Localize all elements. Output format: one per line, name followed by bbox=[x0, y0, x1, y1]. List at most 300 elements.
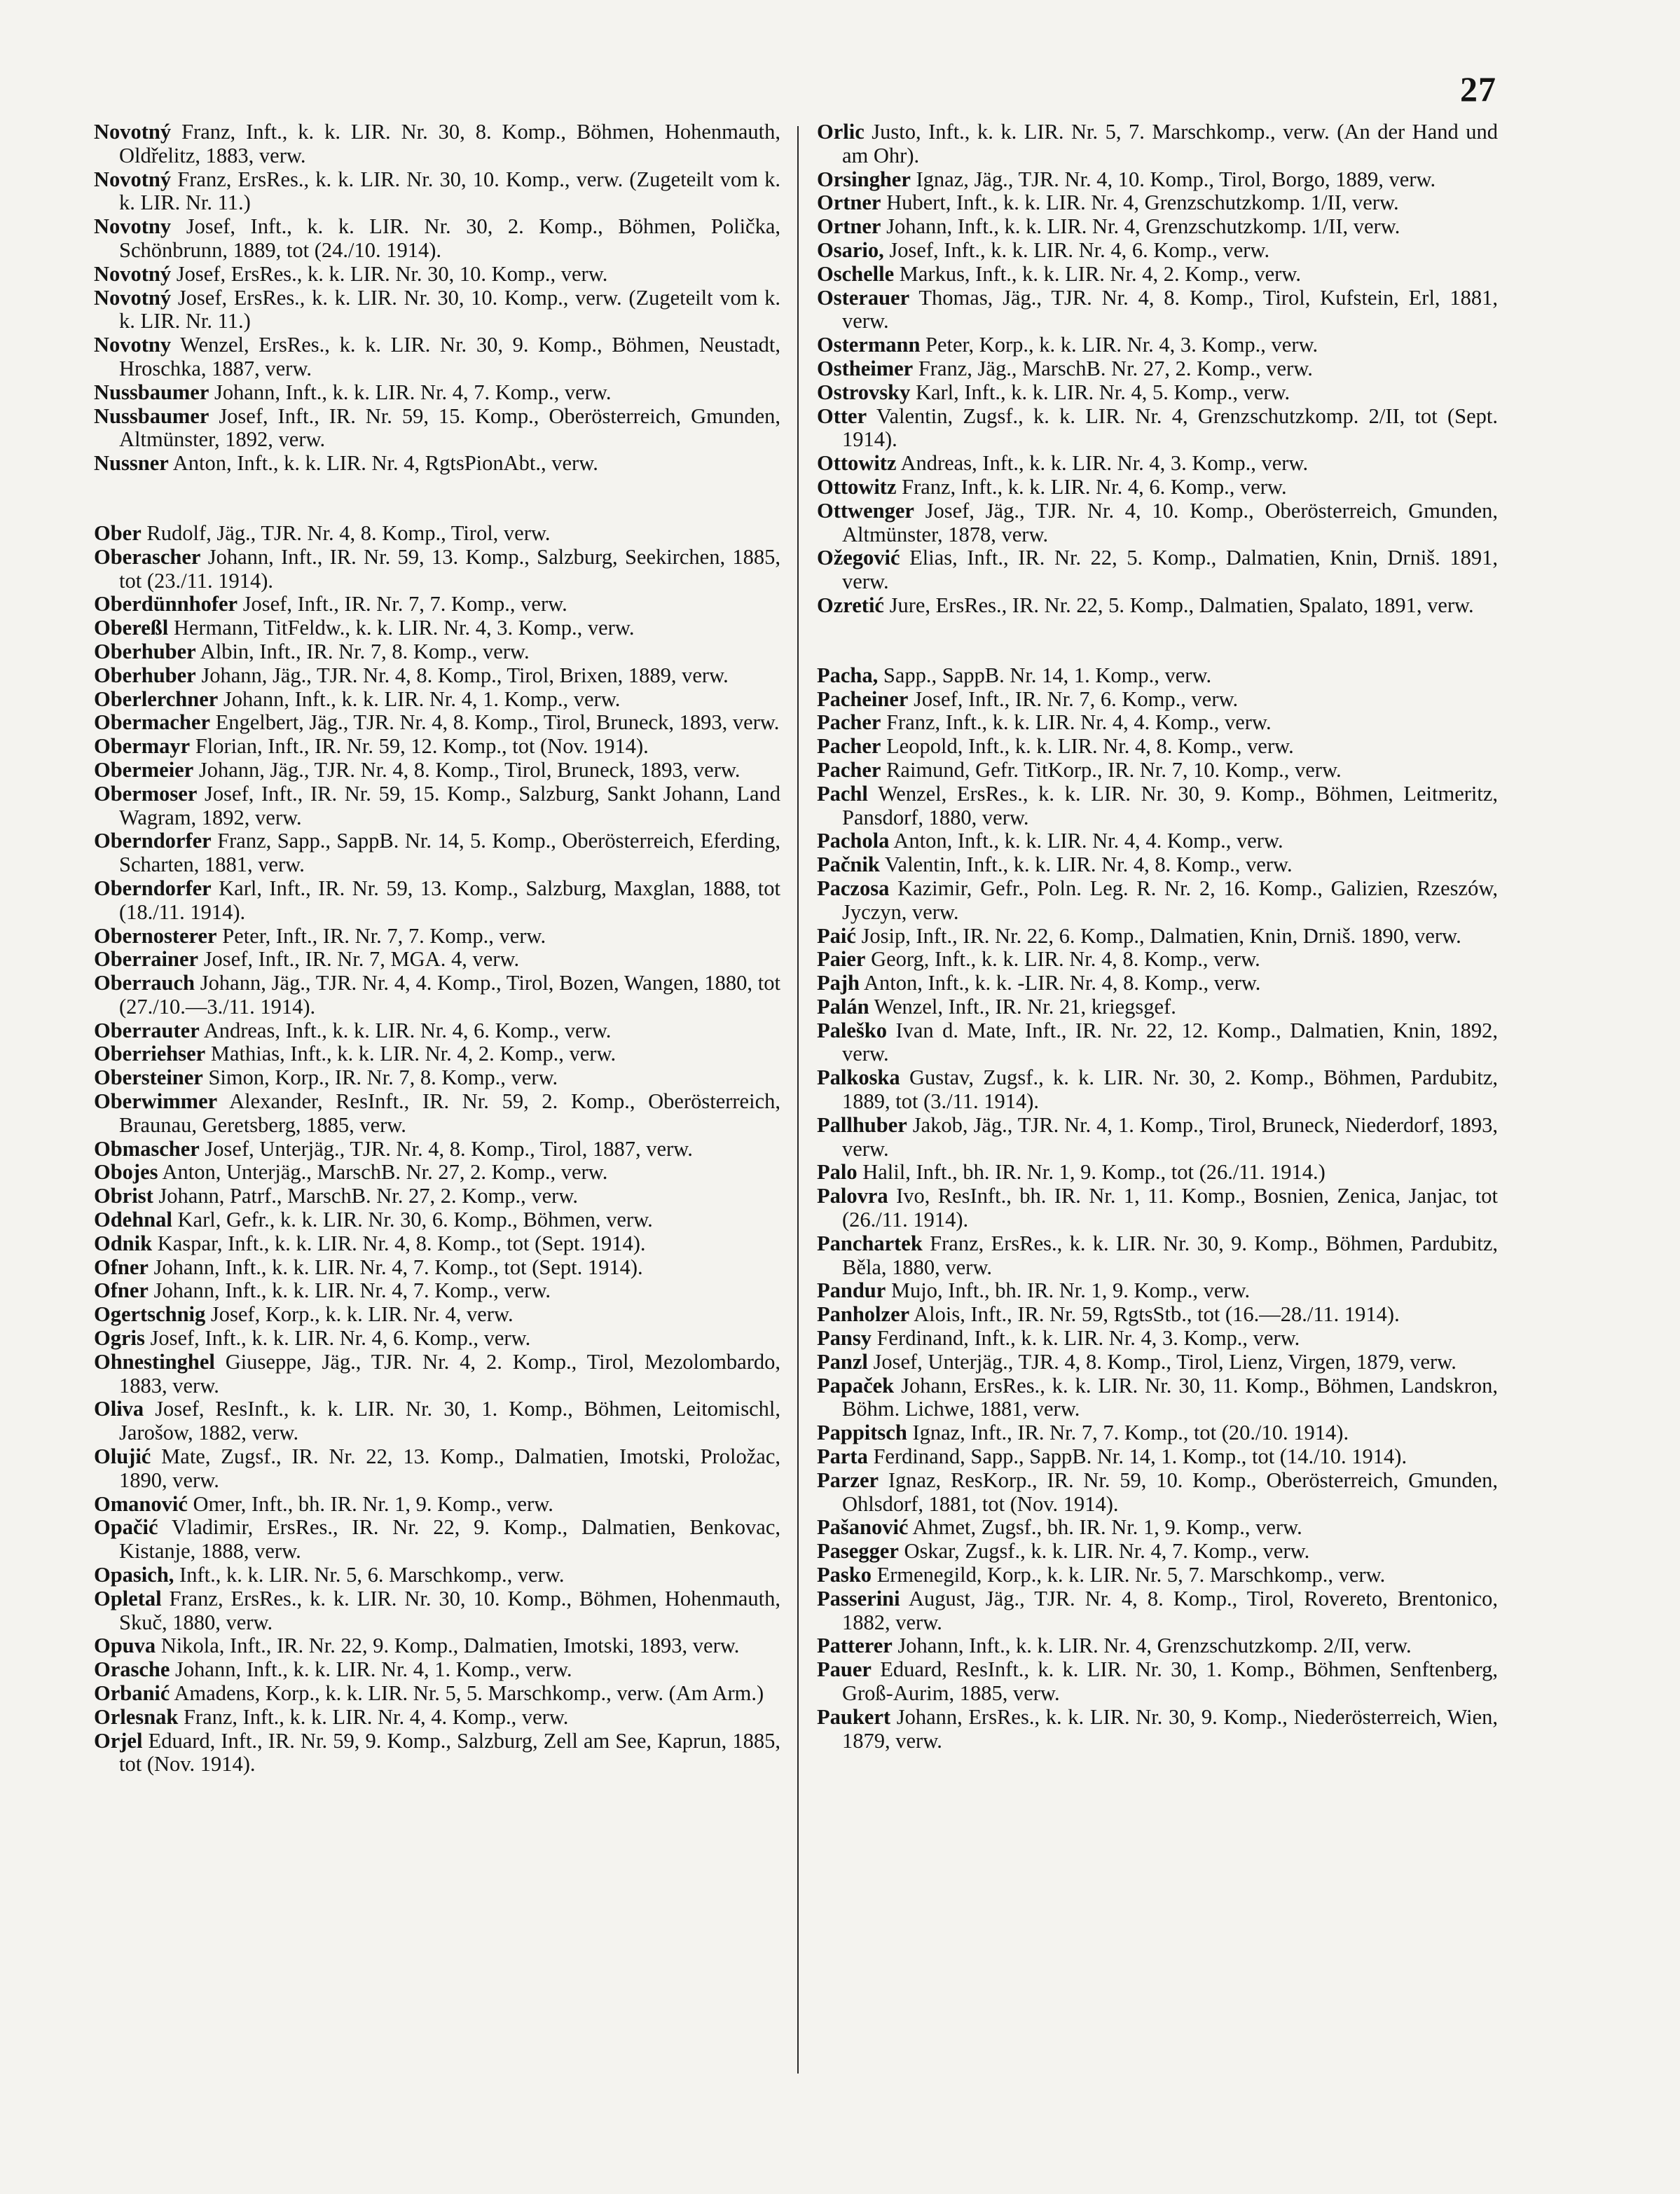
entry-details: Anton, Unterjäg., MarschB. Nr. 27, 2. Komp., verw. bbox=[162, 1160, 608, 1185]
entry-surname: Obrist bbox=[94, 1184, 153, 1208]
entry-details: Josef, Unterjäg., TJR. Nr. 4, 8. Komp., Tirol, 1887, verw. bbox=[205, 1136, 693, 1161]
entry-details: Ivan d. Mate, Inft., IR. Nr. 22, 12. Komp., Dalmatien, Knin, 1892, verw. bbox=[842, 1018, 1499, 1066]
entry-surname: Orsingher bbox=[817, 167, 911, 191]
entry-surname: Orbanić bbox=[94, 1681, 170, 1705]
list-entry bbox=[817, 1634, 1498, 1658]
entry-surname: Oberndorfer bbox=[94, 829, 212, 853]
entry-surname: Obermoser bbox=[94, 781, 198, 806]
list-entry bbox=[94, 664, 780, 688]
list-entry bbox=[817, 594, 1498, 618]
entry-surname: Oberdünnhofer bbox=[94, 592, 238, 616]
entry-surname: Odehnal bbox=[94, 1208, 172, 1232]
entry-details: Johann, Inft., k. k. LIR. Nr. 4, 1. Komp., verw. bbox=[223, 687, 621, 711]
entry-details: Wenzel, Inft., IR. Nr. 21, kriegsgef. bbox=[874, 994, 1176, 1019]
list-entry bbox=[94, 1634, 780, 1658]
list-entry bbox=[94, 168, 780, 216]
entry-surname: Paleško bbox=[817, 1018, 887, 1042]
entry-details: Franz, Inft., k. k. LIR. Nr. 4, 4. Komp., verw. bbox=[183, 1704, 569, 1729]
list-entry bbox=[817, 782, 1498, 830]
entry-surname: Pansy bbox=[817, 1326, 872, 1351]
page-number: 27 bbox=[1460, 69, 1496, 109]
entry-surname: Osterauer bbox=[817, 285, 910, 310]
entry-surname: Palán bbox=[817, 994, 869, 1019]
entry-details: Nikola, Inft., IR. Nr. 22, 9. Komp., Dalmatien, Imotski, 1893, verw. bbox=[160, 1634, 740, 1658]
entry-surname: Obojes bbox=[94, 1160, 158, 1185]
list-entry bbox=[817, 476, 1498, 499]
list-entry bbox=[817, 948, 1498, 972]
list-entry bbox=[817, 287, 1498, 334]
list-entry bbox=[817, 1161, 1498, 1185]
entry-surname: Papaček bbox=[817, 1373, 895, 1398]
entry-surname: Palovra bbox=[817, 1184, 888, 1208]
entry-details: Alois, Inft., IR. Nr. 59, RgtsStb., tot (16.—28./11. 1914). bbox=[914, 1302, 1400, 1327]
entry-details: Gustav, Zugsf., k. k. LIR. Nr. 30, 2. Komp., Böhmen, Pardubitz, 1889, tot (3./11. 1914). bbox=[842, 1065, 1498, 1114]
entry-details: Mathias, Inft., k. k. LIR. Nr. 4, 2. Komp., verw. bbox=[210, 1042, 617, 1066]
entry-details: Elias, Inft., IR. Nr. 22, 5. Komp., Dalmatien, Knin, Drniš. 1891, verw. bbox=[842, 546, 1498, 594]
entry-surname: Ofner bbox=[94, 1255, 149, 1279]
entry-details: Hermann, TitFeldw., k. k. LIR. Nr. 4, 3. Komp., verw. bbox=[173, 616, 635, 640]
entry-details: Amadens, Korp., k. k. LIR. Nr. 5, 5. Marschkomp., verw. (Am Arm.) bbox=[174, 1681, 764, 1705]
entry-surname: Olujić bbox=[94, 1444, 151, 1469]
list-entry bbox=[817, 1587, 1498, 1635]
list-entry bbox=[94, 1161, 780, 1185]
entry-surname: Orjel bbox=[94, 1728, 143, 1753]
entry-details: Rudolf, Jäg., TJR. Nr. 4, 8. Komp., Tirol, verw. bbox=[146, 520, 551, 545]
entry-surname: Pacha, bbox=[817, 663, 879, 687]
entry-surname: Ottwenger bbox=[817, 498, 914, 523]
entry-details: Eduard, ResInft., k. k. LIR. Nr. 30, 1. Komp., Böhmen, Senftenberg, Groß-Aurim, 1885, verw. bbox=[842, 1657, 1498, 1705]
entry-surname: Orlesnak bbox=[94, 1704, 179, 1729]
entry-details: Josef, Inft., k. k. LIR. Nr. 4, 6. Komp., verw. bbox=[150, 1326, 531, 1351]
entry-surname: Obereßl bbox=[94, 616, 169, 640]
entry-details: Josef, ResInft., k. k. LIR. Nr. 30, 1. Komp., Böhmen, Leitomischl, Jarošow, 1882, verw. bbox=[119, 1397, 781, 1445]
list-entry bbox=[817, 1066, 1498, 1114]
entry-details: Markus, Inft., k. k. LIR. Nr. 4, 2. Komp., verw. bbox=[899, 261, 1301, 286]
list-entry bbox=[94, 1019, 780, 1043]
left-column bbox=[94, 120, 780, 1776]
list-entry bbox=[94, 616, 780, 640]
list-entry bbox=[817, 1564, 1498, 1587]
list-entry bbox=[817, 1279, 1498, 1303]
entry-details: Ivo, ResInft., bh. IR. Nr. 1, 11. Komp., Bosnien, Zenica, Janjac, tot (26./11. 1914). bbox=[842, 1184, 1498, 1232]
entry-details: Josip, Inft., IR. Nr. 22, 6. Komp., Dalmatien, Knin, Drniš. 1890, verw. bbox=[861, 923, 1461, 948]
entry-details: Florian, Inft., IR. Nr. 59, 12. Komp., tot (Nov. 1914). bbox=[195, 734, 649, 759]
list-entry bbox=[817, 877, 1498, 925]
entry-details: Andreas, Inft., k. k. LIR. Nr. 4, 3. Komp., verw. bbox=[900, 451, 1309, 476]
entry-surname: Oberrauter bbox=[94, 1018, 200, 1042]
entry-details: Giuseppe, Jäg., TJR. Nr. 4, 2. Komp., Tirol, Mezolombardo, 1883, verw. bbox=[119, 1349, 780, 1398]
entry-surname: Pauer bbox=[817, 1657, 872, 1682]
entry-surname: Novotný bbox=[94, 285, 172, 310]
entry-details: Inft., k. k. LIR. Nr. 5, 6. Marschkomp., verw. bbox=[179, 1563, 565, 1587]
list-entry bbox=[94, 948, 780, 972]
list-entry bbox=[94, 735, 780, 759]
entry-surname: Novotný bbox=[94, 261, 172, 286]
list-entry bbox=[817, 1374, 1498, 1422]
list-entry bbox=[817, 1327, 1498, 1351]
list-entry bbox=[94, 215, 780, 263]
entry-details: Jure, ErsRes., IR. Nr. 22, 5. Komp., Dalmatien, Spalato, 1891, verw. bbox=[889, 593, 1474, 617]
list-entry bbox=[817, 546, 1498, 594]
section-gap bbox=[94, 476, 780, 522]
entry-surname: Oberwimmer bbox=[94, 1089, 218, 1114]
entry-surname: Nussner bbox=[94, 451, 169, 476]
entry-details: Franz, Jäg., MarschB. Nr. 27, 2. Komp., verw. bbox=[918, 356, 1313, 380]
list-entry bbox=[94, 829, 780, 877]
entry-details: Justo, Inft., k. k. LIR. Nr. 5, 7. Marschkomp., verw. (An der Hand und am Ohr). bbox=[842, 120, 1499, 167]
entry-surname: Panholzer bbox=[817, 1302, 910, 1327]
list-entry bbox=[94, 1445, 780, 1493]
entry-surname: Nussbaumer bbox=[94, 403, 209, 428]
entry-details: Johann, Inft., k. k. LIR. Nr. 4, 1. Komp., verw. bbox=[175, 1657, 572, 1682]
list-entry bbox=[94, 405, 780, 453]
entry-surname: Pacher bbox=[817, 757, 881, 782]
entry-surname: Ogertschnig bbox=[94, 1302, 206, 1327]
entry-surname: Palkoska bbox=[817, 1065, 900, 1090]
entry-surname: Orlic bbox=[817, 120, 865, 144]
entry-surname: Palo bbox=[817, 1160, 858, 1185]
entry-details: Johann, Inft., IR. Nr. 59, 13. Komp., Salzburg, Seekirchen, 1885, tot (23./11. 1914). bbox=[119, 544, 780, 593]
list-entry bbox=[817, 995, 1498, 1019]
entry-details: Mate, Zugsf., IR. Nr. 22, 13. Komp., Dalmatien, Imotski, Proložac, 1890, verw. bbox=[119, 1444, 781, 1492]
list-entry bbox=[94, 1587, 780, 1635]
entry-details: Johann, Inft., k. k. LIR. Nr. 4, 7. Komp., verw. bbox=[214, 380, 612, 404]
entry-surname: Osario, bbox=[817, 237, 884, 262]
entry-surname: Oberhuber bbox=[94, 639, 196, 663]
list-entry bbox=[817, 925, 1498, 948]
list-entry bbox=[817, 239, 1498, 263]
entry-details: Franz, Sapp., SappB. Nr. 14, 5. Komp., Oberösterreich, Eferding, Scharten, 1881, verw. bbox=[119, 829, 780, 877]
entry-details: Andreas, Inft., k. k. LIR. Nr. 4, 6. Komp., verw. bbox=[203, 1018, 612, 1042]
list-entry bbox=[94, 1279, 780, 1303]
entry-surname: Opasich, bbox=[94, 1563, 174, 1587]
list-entry bbox=[817, 1540, 1498, 1564]
entry-surname: Parzer bbox=[817, 1468, 879, 1492]
entry-details: Johann, Inft., k. k. LIR. Nr. 4, Grenzschutzkomp. 2/II, verw. bbox=[897, 1634, 1412, 1658]
entry-surname: Paukert bbox=[817, 1704, 891, 1729]
entry-details: Ignaz, Jäg., TJR. Nr. 4, 10. Komp., Tirol, Borgo, 1889, verw. bbox=[916, 167, 1436, 191]
list-entry bbox=[817, 1658, 1498, 1706]
entry-surname: Odnik bbox=[94, 1231, 153, 1255]
list-entry bbox=[94, 1042, 780, 1066]
list-entry bbox=[817, 263, 1498, 287]
list-entry bbox=[817, 759, 1498, 782]
entry-details: Johann, Patrf., MarschB. Nr. 27, 2. Komp., verw. bbox=[158, 1184, 578, 1208]
entry-details: Kazimir, Gefr., Poln. Leg. R. Nr. 2, 16. Komp., Galizien, Rzeszów, Jyczyn, verw. bbox=[842, 876, 1499, 924]
list-entry bbox=[94, 546, 780, 593]
entry-surname: Paier bbox=[817, 947, 866, 972]
entry-details: Johann, Jäg., TJR. Nr. 4, 8. Komp., Tirol, Bruneck, 1893, verw. bbox=[198, 757, 741, 782]
list-entry bbox=[94, 452, 780, 476]
column-divider bbox=[797, 126, 799, 2074]
list-entry bbox=[94, 759, 780, 782]
entry-details: Ferdinand, Inft., k. k. LIR. Nr. 4, 3. Komp., verw. bbox=[876, 1326, 1300, 1351]
list-entry bbox=[817, 499, 1498, 547]
list-entry bbox=[94, 1208, 780, 1232]
entry-surname: Ofner bbox=[94, 1278, 149, 1303]
list-entry bbox=[94, 1090, 780, 1138]
entry-details: Vladimir, ErsRes., IR. Nr. 22, 9. Komp., Dalmatien, Benkovac, Kistanje, 1888, verw. bbox=[119, 1515, 780, 1564]
entry-details: Johann, ErsRes., k. k. LIR. Nr. 30, 9. Komp., Niederösterreich, Wien, 1879, verw. bbox=[842, 1704, 1498, 1753]
entry-details: Mujo, Inft., bh. IR. Nr. 1, 9. Komp., verw. bbox=[890, 1278, 1251, 1303]
list-entry bbox=[94, 522, 780, 546]
entry-details: Georg, Inft., k. k. LIR. Nr. 4, 8. Komp., verw. bbox=[871, 947, 1260, 972]
list-entry bbox=[817, 452, 1498, 476]
entry-details: Albin, Inft., IR. Nr. 7, 8. Komp., verw. bbox=[200, 639, 530, 663]
entry-surname: Pappitsch bbox=[817, 1421, 907, 1445]
entry-surname: Pasegger bbox=[817, 1539, 899, 1564]
entry-surname: Novotny bbox=[94, 214, 172, 239]
entry-surname: Pacher bbox=[817, 734, 881, 759]
list-entry bbox=[817, 829, 1498, 853]
entry-details: Franz, ErsRes., k. k. LIR. Nr. 30, 9. Komp., Böhmen, Pardubitz, Běla, 1880, verw. bbox=[842, 1231, 1499, 1279]
list-entry bbox=[817, 168, 1498, 192]
entry-surname: Patterer bbox=[817, 1634, 893, 1658]
list-entry bbox=[817, 405, 1498, 453]
entry-surname: Pašanović bbox=[817, 1515, 909, 1540]
list-entry bbox=[94, 688, 780, 712]
entry-surname: Pachola bbox=[817, 829, 890, 853]
entry-details: Josef, ErsRes., k. k. LIR. Nr. 30, 10. Komp., verw. (Zugeteilt vom k. k. LIR. Nr. 11.) bbox=[119, 285, 780, 333]
entry-details: Franz, Inft., k. k. LIR. Nr. 30, 8. Komp., Böhmen, Hohenmauth, Oldřelitz, 1883, verw. bbox=[119, 120, 781, 167]
list-entry bbox=[817, 357, 1498, 381]
entry-details: Wenzel, ErsRes., k. k. LIR. Nr. 30, 9. Komp., Böhmen, Neustadt, Hroschka, 1887, verw. bbox=[119, 333, 781, 380]
entry-details: August, Jäg., TJR. Nr. 4, 8. Komp., Tirol, Rovereto, Brentonico, 1882, verw. bbox=[842, 1586, 1498, 1634]
entry-details: Omer, Inft., bh. IR. Nr. 1, 9. Komp., verw. bbox=[193, 1491, 553, 1516]
entry-details: Franz, ErsRes., k. k. LIR. Nr. 30, 10. Komp., Böhmen, Hohenmauth, Skuč, 1880, verw. bbox=[119, 1586, 780, 1634]
entry-surname: Obermacher bbox=[94, 710, 210, 735]
entry-details: Josef, Unterjäg., TJR. 4, 8. Komp., Tirol, Lienz, Virgen, 1879, verw. bbox=[873, 1349, 1457, 1374]
entry-surname: Pachl bbox=[817, 781, 868, 806]
entry-details: Josef, Korp., k. k. LIR. Nr. 4, verw. bbox=[210, 1302, 514, 1327]
entry-surname: Novotny bbox=[94, 333, 172, 357]
entry-surname: Panzl bbox=[817, 1349, 868, 1374]
list-entry bbox=[94, 1256, 780, 1280]
entry-details: Thomas, Jäg., TJR. Nr. 4, 8. Komp., Tirol, Kufstein, Erl, 1881, verw. bbox=[842, 285, 1499, 333]
entry-details: Johann, Inft., k. k. LIR. Nr. 4, Grenzschutzkomp. 1/II, verw. bbox=[886, 214, 1400, 239]
entry-details: Johann, Jäg., TJR. Nr. 4, 8. Komp., Tirol, Brixen, 1889, verw. bbox=[201, 663, 729, 687]
entry-surname: Ozretić bbox=[817, 593, 884, 617]
list-entry bbox=[817, 972, 1498, 995]
entry-surname: Ostermann bbox=[817, 333, 921, 357]
entry-surname: Parta bbox=[817, 1444, 868, 1469]
entry-details: Jakob, Jäg., TJR. Nr. 4, 1. Komp., Tirol, Bruneck, Niederdorf, 1893, verw. bbox=[842, 1112, 1499, 1161]
entry-details: Wenzel, ErsRes., k. k. LIR. Nr. 30, 9. Komp., Böhmen, Leitmeritz, Pansdorf, 1880, verw. bbox=[842, 781, 1499, 829]
list-entry bbox=[94, 1232, 780, 1256]
entry-details: Josef, Inft., IR. Nr. 59, 15. Komp., Salzburg, Sankt Johann, Land Wagram, 1892, verw. bbox=[119, 781, 780, 829]
entry-surname: Novotný bbox=[94, 120, 172, 144]
list-entry bbox=[817, 1706, 1498, 1753]
entry-details: Franz, Inft., k. k. LIR. Nr. 4, 4. Komp., verw. bbox=[886, 710, 1272, 735]
right-column bbox=[817, 120, 1498, 1753]
entry-details: Anton, Inft., k. k. LIR. Nr. 4, RgtsPionAbt., verw. bbox=[172, 451, 598, 476]
entry-surname: Oschelle bbox=[817, 261, 895, 286]
list-entry bbox=[94, 1682, 780, 1706]
entry-surname: Ostrovsky bbox=[817, 380, 911, 404]
list-entry bbox=[94, 1138, 780, 1161]
list-entry bbox=[94, 1706, 780, 1730]
entry-surname: Oberlerchner bbox=[94, 687, 219, 711]
entry-details: Anton, Inft., k. k. -LIR. Nr. 4, 8. Komp., verw. bbox=[863, 971, 1261, 995]
list-entry bbox=[94, 1493, 780, 1517]
entry-details: Oskar, Zugsf., k. k. LIR. Nr. 4, 7. Komp., verw. bbox=[904, 1539, 1310, 1564]
entry-surname: Opletal bbox=[94, 1586, 162, 1610]
entry-details: Johann, Jäg., TJR. Nr. 4, 4. Komp., Tirol, Bozen, Wangen, 1880, tot (27./10.—3./11. 1914). bbox=[119, 971, 781, 1019]
entry-details: Halil, Inft., bh. IR. Nr. 1, 9. Komp., tot (26./11. 1914.) bbox=[862, 1160, 1326, 1185]
list-entry bbox=[817, 191, 1498, 215]
entry-details: Karl, Gefr., k. k. LIR. Nr. 30, 6. Komp., Böhmen, verw. bbox=[177, 1208, 653, 1232]
entry-details: Raimund, Gefr. TitKorp., IR. Nr. 7, 10. Komp., verw. bbox=[886, 757, 1342, 782]
list-entry bbox=[817, 1445, 1498, 1469]
entry-surname: Pačnik bbox=[817, 853, 880, 877]
entry-details: Karl, Inft., IR. Nr. 59, 13. Komp., Salzburg, Maxglan, 1888, tot (18./11. 1914). bbox=[119, 876, 780, 924]
list-entry bbox=[94, 782, 780, 830]
entry-surname: Nussbaumer bbox=[94, 380, 209, 404]
list-entry bbox=[94, 1564, 780, 1587]
entry-surname: Omanović bbox=[94, 1491, 188, 1516]
entry-surname: Paczosa bbox=[817, 876, 890, 900]
entry-surname: Obmascher bbox=[94, 1136, 200, 1161]
list-entry bbox=[817, 1232, 1498, 1280]
entry-surname: Ober bbox=[94, 520, 142, 545]
entry-details: Johann, Inft., k. k. LIR. Nr. 4, 7. Komp., tot (Sept. 1914). bbox=[153, 1255, 643, 1279]
entry-details: Kaspar, Inft., k. k. LIR. Nr. 4, 8. Komp., tot (Sept. 1914). bbox=[157, 1231, 646, 1255]
list-entry bbox=[94, 287, 780, 334]
entry-surname: Pacheiner bbox=[817, 687, 909, 711]
entry-surname: Passerini bbox=[817, 1586, 900, 1610]
list-entry bbox=[817, 735, 1498, 759]
list-entry bbox=[94, 1303, 780, 1327]
entry-details: Ferdinand, Sapp., SappB. Nr. 14, 1. Komp., tot (14./10. 1914). bbox=[873, 1444, 1407, 1469]
entry-surname: Pallhuber bbox=[817, 1112, 907, 1137]
list-entry bbox=[817, 1469, 1498, 1517]
list-entry bbox=[94, 711, 780, 735]
entry-surname: Obermeier bbox=[94, 757, 194, 782]
entry-surname: Pacher bbox=[817, 710, 881, 735]
entry-surname: Ostheimer bbox=[817, 356, 914, 380]
entry-surname: Obermayr bbox=[94, 734, 191, 759]
entry-surname: Oberndorfer bbox=[94, 876, 212, 900]
entry-details: Franz, ErsRes., k. k. LIR. Nr. 30, 10. Komp., verw. (Zugeteilt vom k. k. LIR. Nr. 11.) bbox=[119, 167, 781, 215]
entry-surname: Opačić bbox=[94, 1515, 158, 1540]
list-entry bbox=[94, 877, 780, 925]
list-entry bbox=[94, 263, 780, 287]
list-entry bbox=[94, 1327, 780, 1351]
list-entry bbox=[94, 120, 780, 168]
entry-details: Anton, Inft., k. k. LIR. Nr. 4, 4. Komp., verw. bbox=[893, 829, 1283, 853]
entry-surname: Obersteiner bbox=[94, 1065, 203, 1090]
entry-details: Josef, Inft., IR. Nr. 7, 7. Komp., verw. bbox=[242, 592, 567, 616]
list-entry bbox=[817, 120, 1498, 168]
entry-details: Ignaz, ResKorp., IR. Nr. 59, 10. Komp., Oberösterreich, Gmunden, Ohlsdorf, 1881, tot (Nov. 1914). bbox=[842, 1468, 1498, 1516]
list-entry bbox=[94, 593, 780, 616]
list-entry bbox=[817, 381, 1498, 405]
entry-surname: Ortner bbox=[817, 214, 881, 239]
entry-surname: Oberrainer bbox=[94, 947, 199, 972]
list-entry bbox=[94, 640, 780, 664]
entry-surname: Ohnestinghel bbox=[94, 1349, 215, 1374]
entry-details: Karl, Inft., k. k. LIR. Nr. 4, 5. Komp., verw. bbox=[915, 380, 1290, 404]
list-entry bbox=[817, 215, 1498, 239]
list-entry bbox=[817, 1421, 1498, 1445]
entry-details: Ahmet, Zugsf., bh. IR. Nr. 1, 9. Komp., verw. bbox=[912, 1515, 1302, 1540]
entry-details: Ignaz, Inft., IR. Nr. 7, 7. Komp., tot (20./10. 1914). bbox=[912, 1421, 1349, 1445]
entry-details: Eduard, Inft., IR. Nr. 59, 9. Komp., Salzburg, Zell am See, Kaprun, 1885, tot (Nov. 1914). bbox=[119, 1728, 780, 1776]
entry-surname: Ortner bbox=[817, 191, 881, 215]
entry-surname: Ogris bbox=[94, 1326, 145, 1351]
entry-surname: Pasko bbox=[817, 1563, 872, 1587]
list-entry bbox=[94, 333, 780, 381]
entry-surname: Panchartek bbox=[817, 1231, 923, 1255]
entry-surname: Obernosterer bbox=[94, 923, 217, 948]
entry-details: Sapp., SappB. Nr. 14, 1. Komp., verw. bbox=[883, 663, 1212, 687]
list-entry bbox=[817, 1185, 1498, 1232]
entry-details: Leopold, Inft., k. k. LIR. Nr. 4, 8. Komp., verw. bbox=[886, 734, 1294, 759]
entry-surname: Orasche bbox=[94, 1657, 170, 1682]
entry-details: Valentin, Zugsf., k. k. LIR. Nr. 4, Grenzschutzkomp. 2/II, tot (Sept. 1914). bbox=[842, 403, 1498, 452]
list-entry bbox=[94, 1066, 780, 1090]
entry-details: Josef, Inft., k. k. LIR. Nr. 30, 2. Komp., Böhmen, Polička, Schönbrunn, 1889, tot (24./10. 1914). bbox=[119, 214, 780, 262]
entry-details: Ermenegild, Korp., k. k. LIR. Nr. 5, 7. Marschkomp., verw. bbox=[876, 1563, 1386, 1587]
list-entry bbox=[817, 1019, 1498, 1067]
list-entry bbox=[817, 853, 1498, 877]
entry-surname: Oberascher bbox=[94, 544, 201, 569]
list-entry bbox=[817, 664, 1498, 688]
entry-details: Hubert, Inft., k. k. LIR. Nr. 4, Grenzschutzkomp. 1/II, verw. bbox=[886, 191, 1399, 215]
list-entry bbox=[94, 925, 780, 948]
list-entry bbox=[94, 1516, 780, 1564]
entry-surname: Novotný bbox=[94, 167, 172, 191]
list-entry bbox=[94, 1658, 780, 1682]
entry-surname: Paić bbox=[817, 923, 856, 948]
entry-surname: Ottowitz bbox=[817, 451, 897, 476]
entry-details: Simon, Korp., IR. Nr. 7, 8. Komp., verw. bbox=[208, 1065, 558, 1090]
list-entry bbox=[94, 1351, 780, 1398]
list-entry bbox=[94, 972, 780, 1019]
entry-surname: Otter bbox=[817, 403, 867, 428]
entry-details: Peter, Korp., k. k. LIR. Nr. 4, 3. Komp., verw. bbox=[925, 333, 1318, 357]
section-gap bbox=[817, 618, 1498, 664]
entry-details: Peter, Inft., IR. Nr. 7, 7. Komp., verw. bbox=[222, 923, 546, 948]
entry-surname: Ottowitz bbox=[817, 474, 897, 499]
entry-surname: Oberhuber bbox=[94, 663, 196, 687]
entry-surname: Pajh bbox=[817, 971, 860, 995]
list-entry bbox=[817, 1114, 1498, 1161]
entry-details: Josef, ErsRes., k. k. LIR. Nr. 30, 10. Komp., verw. bbox=[176, 261, 608, 286]
entry-surname: Opuva bbox=[94, 1634, 156, 1658]
entry-details: Johann, Inft., k. k. LIR. Nr. 4, 7. Komp., verw. bbox=[153, 1278, 551, 1303]
entry-details: Engelbert, Jäg., TJR. Nr. 4, 8. Komp., Tirol, Bruneck, 1893, verw. bbox=[215, 710, 780, 735]
list-entry bbox=[817, 711, 1498, 735]
entry-surname: Pandur bbox=[817, 1278, 886, 1303]
list-entry bbox=[817, 333, 1498, 357]
entry-details: Franz, Inft., k. k. LIR. Nr. 4, 6. Komp., verw. bbox=[902, 474, 1287, 499]
entry-details: Valentin, Inft., k. k. LIR. Nr. 4, 8. Komp., verw. bbox=[884, 853, 1293, 877]
list-entry bbox=[817, 1516, 1498, 1540]
entry-details: Alexander, ResInft., IR. Nr. 59, 2. Komp., Oberösterreich, Braunau, Geretsberg, 1885, verw. bbox=[119, 1089, 780, 1137]
list-entry bbox=[94, 1730, 780, 1777]
list-entry bbox=[94, 1398, 780, 1445]
entry-surname: Ožegović bbox=[817, 546, 900, 570]
list-entry bbox=[94, 381, 780, 405]
entry-surname: Oliva bbox=[94, 1397, 144, 1421]
entry-surname: Oberriehser bbox=[94, 1042, 206, 1066]
entry-surname: Oberrauch bbox=[94, 971, 195, 995]
list-entry bbox=[817, 1303, 1498, 1327]
entry-details: Josef, Inft., IR. Nr. 7, MGA. 4, verw. bbox=[203, 947, 520, 972]
entry-details: Josef, Inft., IR. Nr. 7, 6. Komp., verw. bbox=[914, 687, 1239, 711]
entry-details: Josef, Inft., IR. Nr. 59, 15. Komp., Oberösterreich, Gmunden, Altmünster, 1892, verw. bbox=[119, 403, 780, 452]
